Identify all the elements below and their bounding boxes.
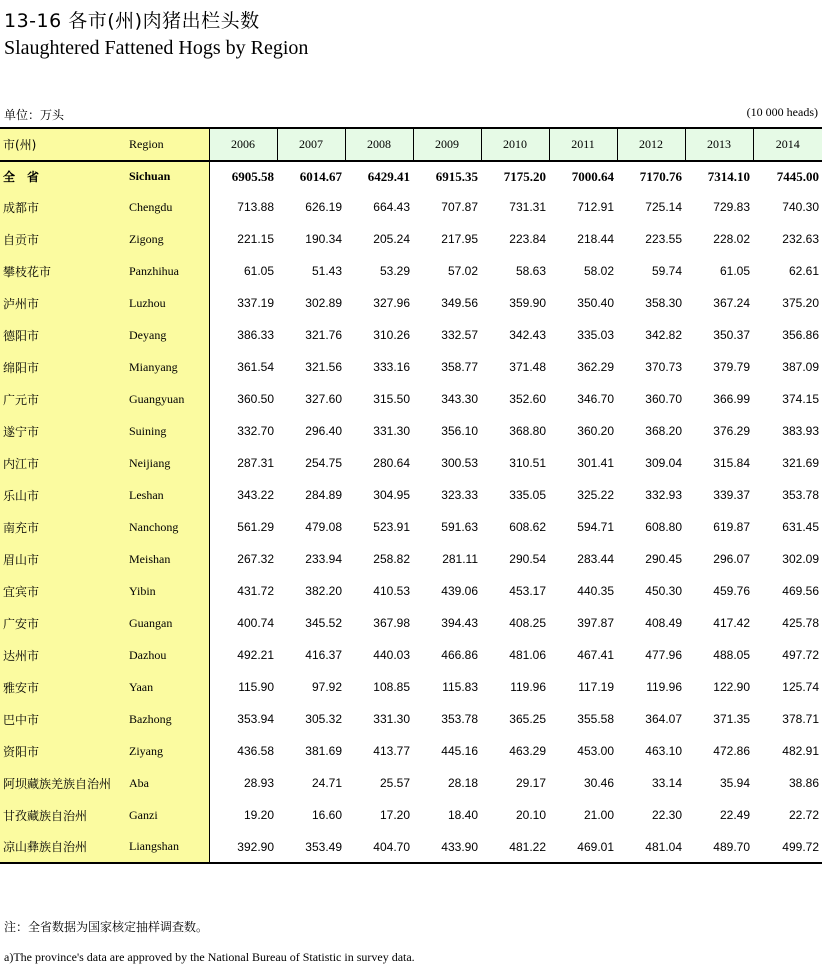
value-cell: 28.93 xyxy=(243,776,274,790)
hog-slaughter-table xyxy=(0,127,822,864)
value-cell: 16.60 xyxy=(311,808,342,822)
value-cell: 221.15 xyxy=(237,232,274,246)
region-name-zh: 成都市 xyxy=(0,191,129,223)
value-cell: 218.44 xyxy=(577,232,614,246)
value-cell: 117.19 xyxy=(578,680,614,694)
header-year: 2011 xyxy=(549,128,617,161)
value-cell: 436.58 xyxy=(237,744,274,758)
value-cell: 453.00 xyxy=(577,744,614,758)
value-cell: 310.51 xyxy=(509,456,546,470)
value-cell: 190.34 xyxy=(305,232,342,246)
value-cell: 61.05 xyxy=(243,264,274,278)
value-cell: 7314.10 xyxy=(707,168,750,184)
value-cell: 343.22 xyxy=(237,488,274,502)
value-cell: 20.10 xyxy=(515,808,546,822)
unit-label-zh: 单位：万头 xyxy=(4,108,65,122)
region-name-zh: 遂宁市 xyxy=(0,415,129,447)
value-cell: 7000.64 xyxy=(571,168,614,184)
value-cell: 740.30 xyxy=(782,200,819,214)
value-cell: 108.85 xyxy=(373,680,410,694)
region-name-en: Leshan xyxy=(129,479,209,511)
value-cell: 62.61 xyxy=(788,264,819,278)
value-cell: 366.99 xyxy=(713,392,750,406)
value-cell: 6905.58 xyxy=(231,168,274,184)
value-cell: 472.86 xyxy=(713,744,750,758)
value-cell: 325.22 xyxy=(577,488,614,502)
value-cell: 353.49 xyxy=(305,839,342,854)
value-cell: 608.80 xyxy=(645,520,682,534)
region-name-en: Zigong xyxy=(129,223,209,255)
value-cell: 379.79 xyxy=(713,360,750,374)
table-row xyxy=(0,799,822,831)
value-cell: 342.43 xyxy=(509,328,546,342)
value-cell: 254.75 xyxy=(305,456,342,470)
value-cell: 355.58 xyxy=(577,712,614,726)
value-cell: 321.69 xyxy=(782,456,819,470)
value-cell: 223.84 xyxy=(509,232,546,246)
value-cell: 358.77 xyxy=(441,360,478,374)
value-cell: 59.74 xyxy=(651,264,682,278)
value-cell: 497.72 xyxy=(782,648,819,662)
value-cell: 367.24 xyxy=(713,296,750,310)
value-cell: 305.32 xyxy=(305,712,342,726)
value-cell: 712.91 xyxy=(577,200,614,214)
value-cell: 53.29 xyxy=(379,264,410,278)
value-cell: 310.26 xyxy=(373,328,410,342)
value-cell: 315.50 xyxy=(373,392,410,406)
region-name-en: Nanchong xyxy=(129,511,209,543)
value-cell: 725.14 xyxy=(645,200,682,214)
table-row xyxy=(0,191,822,223)
value-cell: 445.16 xyxy=(441,744,478,758)
table-row xyxy=(0,351,822,383)
value-cell: 608.62 xyxy=(509,520,546,534)
region-name-en: Suining xyxy=(129,415,209,447)
value-cell: 283.44 xyxy=(577,552,614,566)
table-row xyxy=(0,287,822,319)
value-cell: 376.29 xyxy=(713,424,750,438)
value-cell: 280.64 xyxy=(373,456,410,470)
region-name-zh: 达州市 xyxy=(0,639,129,671)
table-row xyxy=(0,319,822,351)
value-cell: 463.10 xyxy=(645,744,682,758)
value-cell: 481.06 xyxy=(509,648,546,662)
region-name-en: Chengdu xyxy=(129,191,209,223)
value-cell: 356.10 xyxy=(441,424,478,438)
value-cell: 731.31 xyxy=(509,200,546,214)
region-name-zh: 眉山市 xyxy=(0,543,129,575)
value-cell: 267.32 xyxy=(237,552,274,566)
value-cell: 35.94 xyxy=(719,776,750,790)
value-cell: 387.09 xyxy=(782,360,819,374)
value-cell: 707.87 xyxy=(441,200,478,214)
table-row-total xyxy=(0,161,822,191)
value-cell: 479.08 xyxy=(305,520,342,534)
value-cell: 463.29 xyxy=(509,744,546,758)
value-cell: 431.72 xyxy=(237,584,274,598)
region-name-zh: 乐山市 xyxy=(0,479,129,511)
header-year: 2008 xyxy=(345,128,413,161)
value-cell: 381.69 xyxy=(305,744,342,758)
value-cell: 290.45 xyxy=(645,552,682,566)
value-cell: 21.00 xyxy=(583,808,614,822)
header-year: 2012 xyxy=(617,128,685,161)
value-cell: 28.18 xyxy=(447,776,478,790)
value-cell: 331.30 xyxy=(373,712,410,726)
value-cell: 321.56 xyxy=(305,360,342,374)
value-cell: 450.30 xyxy=(645,584,682,598)
value-cell: 368.80 xyxy=(509,424,546,438)
region-name-en: Meishan xyxy=(129,543,209,575)
value-cell: 302.89 xyxy=(305,296,342,310)
table-header-row xyxy=(0,128,822,161)
value-cell: 364.07 xyxy=(645,712,682,726)
value-cell: 337.19 xyxy=(237,296,274,310)
value-cell: 356.86 xyxy=(782,328,819,342)
region-name-en: Ziyang xyxy=(129,735,209,767)
value-cell: 315.84 xyxy=(713,456,750,470)
value-cell: 440.03 xyxy=(373,648,410,662)
value-cell: 300.53 xyxy=(441,456,478,470)
table-row xyxy=(0,479,822,511)
value-cell: 119.96 xyxy=(510,680,546,694)
value-cell: 386.33 xyxy=(237,328,274,342)
value-cell: 413.77 xyxy=(373,744,410,758)
value-cell: 58.02 xyxy=(583,264,614,278)
value-cell: 467.41 xyxy=(577,648,614,662)
value-cell: 400.74 xyxy=(237,616,274,630)
value-cell: 425.78 xyxy=(782,616,819,630)
value-cell: 309.04 xyxy=(645,456,682,470)
value-cell: 350.37 xyxy=(713,328,750,342)
value-cell: 327.60 xyxy=(305,392,342,406)
value-cell: 408.25 xyxy=(509,616,546,630)
value-cell: 296.07 xyxy=(713,552,750,566)
value-cell: 352.60 xyxy=(509,392,546,406)
header-year: 2013 xyxy=(685,128,753,161)
value-cell: 359.90 xyxy=(509,296,546,310)
value-cell: 57.02 xyxy=(447,264,478,278)
footnote-en: a)The province's data are approved by the National Bureau of Statistic in survey data. xyxy=(4,950,415,964)
value-cell: 383.93 xyxy=(782,424,819,438)
value-cell: 394.43 xyxy=(441,616,478,630)
value-cell: 367.98 xyxy=(373,616,410,630)
region-name-zh: 南充市 xyxy=(0,511,129,543)
value-cell: 482.91 xyxy=(782,744,819,758)
region-name-en: Panzhihua xyxy=(129,255,209,287)
value-cell: 281.11 xyxy=(442,552,478,566)
region-name-en: Mianyang xyxy=(129,351,209,383)
value-cell: 301.41 xyxy=(577,456,614,470)
region-name-en: Aba xyxy=(129,767,209,799)
value-cell: 290.54 xyxy=(509,552,546,566)
value-cell: 594.71 xyxy=(577,520,614,534)
value-cell: 360.20 xyxy=(577,424,614,438)
value-cell: 29.17 xyxy=(515,776,546,790)
value-cell: 335.05 xyxy=(509,488,546,502)
value-cell: 397.87 xyxy=(577,616,614,630)
value-cell: 205.24 xyxy=(373,232,410,246)
value-cell: 488.05 xyxy=(713,648,750,662)
value-cell: 410.53 xyxy=(373,584,410,598)
value-cell: 22.49 xyxy=(719,808,750,822)
value-cell: 392.90 xyxy=(237,839,274,854)
region-name-en: Guangyuan xyxy=(129,383,209,415)
value-cell: 349.56 xyxy=(441,296,478,310)
value-cell: 331.30 xyxy=(373,424,410,438)
value-cell: 469.01 xyxy=(577,839,614,854)
value-cell: 371.48 xyxy=(509,360,546,374)
region-name-zh: 甘孜藏族自治州 xyxy=(0,799,129,831)
value-cell: 332.93 xyxy=(645,488,682,502)
value-cell: 499.72 xyxy=(782,839,819,854)
value-cell: 417.42 xyxy=(713,616,750,630)
region-name-zh: 自贡市 xyxy=(0,223,129,255)
table-row xyxy=(0,607,822,639)
region-name-en: Deyang xyxy=(129,319,209,351)
value-cell: 459.76 xyxy=(713,584,750,598)
value-cell: 358.30 xyxy=(645,296,682,310)
table-row xyxy=(0,447,822,479)
value-cell: 33.14 xyxy=(651,776,682,790)
value-cell: 353.78 xyxy=(441,712,478,726)
value-cell: 258.82 xyxy=(373,552,410,566)
region-name-zh: 凉山彝族自治州 xyxy=(0,831,129,863)
value-cell: 51.43 xyxy=(311,264,342,278)
header-year: 2010 xyxy=(481,128,549,161)
value-cell: 7175.20 xyxy=(503,168,546,184)
region-name-en: Sichuan xyxy=(129,161,209,191)
value-cell: 631.45 xyxy=(782,520,819,534)
value-cell: 287.31 xyxy=(237,456,274,470)
table-row xyxy=(0,223,822,255)
value-cell: 477.96 xyxy=(645,648,682,662)
value-cell: 25.57 xyxy=(379,776,410,790)
region-name-zh: 德阳市 xyxy=(0,319,129,351)
region-name-zh: 全 省 xyxy=(0,161,129,191)
value-cell: 375.20 xyxy=(782,296,819,310)
value-cell: 22.30 xyxy=(651,808,682,822)
value-cell: 619.87 xyxy=(713,520,750,534)
value-cell: 626.19 xyxy=(305,200,342,214)
value-cell: 332.57 xyxy=(441,328,478,342)
value-cell: 323.33 xyxy=(441,488,478,502)
table-row xyxy=(0,831,822,863)
region-name-zh: 广安市 xyxy=(0,607,129,639)
value-cell: 469.56 xyxy=(782,584,819,598)
region-name-en: Neijiang xyxy=(129,447,209,479)
value-cell: 729.83 xyxy=(713,200,750,214)
value-cell: 38.86 xyxy=(788,776,819,790)
region-name-zh: 阿坝藏族羌族自治州 xyxy=(0,767,129,799)
region-name-zh: 泸州市 xyxy=(0,287,129,319)
value-cell: 370.73 xyxy=(645,360,682,374)
value-cell: 17.20 xyxy=(379,808,410,822)
table-row xyxy=(0,543,822,575)
value-cell: 591.63 xyxy=(441,520,478,534)
value-cell: 333.16 xyxy=(373,360,410,374)
region-name-zh: 广元市 xyxy=(0,383,129,415)
value-cell: 489.70 xyxy=(713,839,750,854)
value-cell: 433.90 xyxy=(441,839,478,854)
value-cell: 228.02 xyxy=(713,232,750,246)
value-cell: 360.70 xyxy=(645,392,682,406)
value-cell: 374.15 xyxy=(782,392,819,406)
value-cell: 440.35 xyxy=(577,584,614,598)
table-row xyxy=(0,255,822,287)
value-cell: 523.91 xyxy=(373,520,410,534)
value-cell: 22.72 xyxy=(788,808,819,822)
region-name-en: Dazhou xyxy=(129,639,209,671)
value-cell: 296.40 xyxy=(305,424,342,438)
table-row xyxy=(0,639,822,671)
value-cell: 122.90 xyxy=(713,680,750,694)
table-row xyxy=(0,703,822,735)
value-cell: 361.54 xyxy=(237,360,274,374)
table-row xyxy=(0,511,822,543)
region-name-en: Liangshan xyxy=(129,831,209,863)
value-cell: 404.70 xyxy=(373,839,410,854)
value-cell: 115.90 xyxy=(238,680,274,694)
value-cell: 19.20 xyxy=(243,808,274,822)
header-year: 2007 xyxy=(277,128,345,161)
value-cell: 481.04 xyxy=(645,839,682,854)
region-name-en: Yaan xyxy=(129,671,209,703)
value-cell: 58.63 xyxy=(515,264,546,278)
value-cell: 416.37 xyxy=(305,648,342,662)
value-cell: 223.55 xyxy=(645,232,682,246)
value-cell: 332.70 xyxy=(237,424,274,438)
value-cell: 713.88 xyxy=(237,200,274,214)
value-cell: 408.49 xyxy=(645,616,682,630)
region-name-zh: 攀枝花市 xyxy=(0,255,129,287)
table-row xyxy=(0,383,822,415)
value-cell: 97.92 xyxy=(311,680,342,694)
value-cell: 233.94 xyxy=(305,552,342,566)
region-name-zh: 宜宾市 xyxy=(0,575,129,607)
region-name-zh: 绵阳市 xyxy=(0,351,129,383)
header-region-zh: 市(州) xyxy=(0,128,129,161)
value-cell: 492.21 xyxy=(237,648,274,662)
region-name-zh: 内江市 xyxy=(0,447,129,479)
unit-label-en: (10 000 heads) xyxy=(746,105,818,119)
table-row xyxy=(0,575,822,607)
region-name-zh: 巴中市 xyxy=(0,703,129,735)
value-cell: 304.95 xyxy=(373,488,410,502)
value-cell: 346.70 xyxy=(577,392,614,406)
value-cell: 125.74 xyxy=(782,680,819,694)
value-cell: 453.17 xyxy=(509,584,546,598)
value-cell: 378.71 xyxy=(782,712,819,726)
value-cell: 30.46 xyxy=(583,776,614,790)
table-row xyxy=(0,415,822,447)
table-row xyxy=(0,671,822,703)
value-cell: 345.52 xyxy=(305,616,342,630)
value-cell: 561.29 xyxy=(237,520,274,534)
data-table-container xyxy=(0,127,822,864)
value-cell: 7445.00 xyxy=(776,168,819,184)
region-name-zh: 雅安市 xyxy=(0,671,129,703)
value-cell: 343.30 xyxy=(441,392,478,406)
value-cell: 466.86 xyxy=(441,648,478,662)
region-name-zh: 资阳市 xyxy=(0,735,129,767)
value-cell: 382.20 xyxy=(305,584,342,598)
value-cell: 24.71 xyxy=(311,776,342,790)
value-cell: 18.40 xyxy=(447,808,478,822)
table-title-en: Slaughtered Fattened Hogs by Region xyxy=(4,37,309,59)
value-cell: 362.29 xyxy=(577,360,614,374)
region-name-en: Luzhou xyxy=(129,287,209,319)
value-cell: 115.83 xyxy=(442,680,478,694)
value-cell: 302.09 xyxy=(782,552,819,566)
value-cell: 284.89 xyxy=(305,488,342,502)
table-row xyxy=(0,735,822,767)
value-cell: 7170.76 xyxy=(639,168,682,184)
value-cell: 327.96 xyxy=(373,296,410,310)
value-cell: 6429.41 xyxy=(367,168,410,184)
value-cell: 353.78 xyxy=(782,488,819,502)
footnote-zh: 注：全省数据为国家核定抽样调查数。 xyxy=(4,920,209,934)
value-cell: 119.96 xyxy=(646,680,682,694)
header-year: 2009 xyxy=(413,128,481,161)
value-cell: 371.35 xyxy=(713,712,750,726)
value-cell: 365.25 xyxy=(509,712,546,726)
value-cell: 339.37 xyxy=(713,488,750,502)
value-cell: 481.22 xyxy=(509,839,546,854)
region-name-en: Guangan xyxy=(129,607,209,639)
value-cell: 335.03 xyxy=(577,328,614,342)
region-name-en: Yibin xyxy=(129,575,209,607)
value-cell: 232.63 xyxy=(782,232,819,246)
table-body xyxy=(0,161,822,863)
value-cell: 217.95 xyxy=(441,232,478,246)
value-cell: 6915.35 xyxy=(435,168,478,184)
value-cell: 360.50 xyxy=(237,392,274,406)
value-cell: 350.40 xyxy=(577,296,614,310)
value-cell: 6014.67 xyxy=(299,168,342,184)
region-name-en: Bazhong xyxy=(129,703,209,735)
value-cell: 342.82 xyxy=(645,328,682,342)
value-cell: 664.43 xyxy=(373,200,410,214)
header-year: 2006 xyxy=(209,128,277,161)
value-cell: 368.20 xyxy=(645,424,682,438)
header-region-en: Region xyxy=(129,128,209,161)
value-cell: 353.94 xyxy=(237,712,274,726)
value-cell: 61.05 xyxy=(719,264,750,278)
header-year: 2014 xyxy=(753,128,822,161)
table-title-zh: 13-16 各市(州)肉猪出栏头数 xyxy=(4,10,260,32)
value-cell: 439.06 xyxy=(441,584,478,598)
value-cell: 321.76 xyxy=(305,328,342,342)
region-name-en: Ganzi xyxy=(129,799,209,831)
table-row xyxy=(0,767,822,799)
